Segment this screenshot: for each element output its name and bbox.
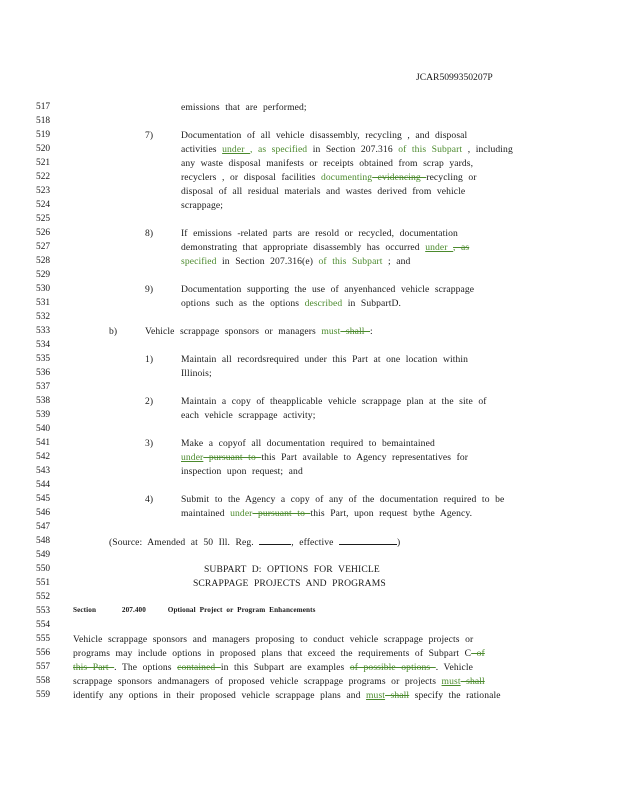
section-label: Section (73, 606, 97, 614)
text-run: : (370, 326, 373, 337)
text-line: disposal of all residual materials and wastes derived from vehicle (181, 186, 466, 197)
inserted-text: of this Subpart (398, 144, 463, 155)
line-number: 521 (36, 158, 51, 168)
text-run: programs may include options in proposed plans that exceed the requirements of Subpart C (73, 648, 472, 659)
deleted-text: , as (453, 242, 470, 253)
document-code: JCAR5099350207P (416, 72, 493, 83)
text-line (145, 326, 373, 337)
deleted-text: of (471, 648, 485, 659)
line-number: 541 (36, 438, 51, 448)
item-number: 7) (145, 130, 154, 141)
line-number: 555 (36, 634, 51, 644)
deleted-text: of possible options (349, 662, 436, 673)
text-line: each vehicle scrappage activity; (181, 410, 316, 421)
deleted-text: evidencing (372, 172, 427, 183)
line-number: 538 (36, 396, 51, 406)
line-number: 559 (36, 690, 51, 700)
line-number: 551 (36, 578, 51, 588)
deleted-text: pursuant to (203, 452, 262, 463)
line-number: 531 (36, 298, 51, 308)
item-number: 3) (145, 438, 154, 449)
item-number: 9) (145, 284, 154, 295)
text-line (73, 690, 501, 701)
source-note (109, 536, 400, 548)
text-run: scrappage sponsors andmanagers of proposed vehicle scrappage programs or projects (73, 676, 442, 687)
line-number: 530 (36, 284, 51, 294)
inserted-text: under (230, 508, 253, 519)
text-run: in Section 207.316 (312, 144, 399, 155)
text-line: Illinois; (181, 368, 212, 379)
text-line (181, 256, 410, 267)
section-number: 207.400 (121, 606, 146, 614)
line-number: 534 (36, 340, 51, 350)
line-number: 522 (36, 172, 51, 182)
inserted-text: of this Subpart (318, 256, 383, 267)
text-run: recyclers , or disposal facilities (181, 172, 321, 183)
text-line: If emissions -related parts are resold or recycled, documentation (181, 228, 458, 239)
line-number: 558 (36, 676, 51, 686)
text-line: Make a copyof all documentation required to bemaintained (181, 438, 435, 449)
text-run: specify the rationale (409, 690, 501, 701)
line-number: 527 (36, 242, 51, 252)
text-run: ) (397, 537, 401, 548)
text-line: Submit to the Agency a copy of any of the documentation required to be (181, 494, 505, 505)
text-line (73, 676, 485, 687)
text-run: , effective (291, 537, 334, 548)
text-line: inspection upon request; and (181, 466, 303, 477)
text-line: Maintain all recordsrequired under this Part at one location within (181, 354, 469, 365)
subpart-heading: SCRAPPAGE PROJECTS AND PROGRAMS (193, 578, 386, 589)
text-run: ; and (382, 256, 411, 267)
inserted-text: must (366, 690, 386, 701)
deleted-text: this Part (73, 662, 115, 673)
line-number: 523 (36, 186, 51, 196)
text-run: in this Subpart are examples (220, 662, 350, 673)
inserted-text: documenting (320, 172, 373, 183)
text-line (181, 242, 469, 253)
text-run: recycling or (426, 172, 477, 183)
text-run: this Part available to Agency representatives for (261, 452, 469, 463)
line-number: 552 (36, 592, 51, 602)
deleted-text: pursuant to (252, 508, 311, 519)
inserted-text: under (425, 242, 454, 253)
line-number: 518 (36, 116, 51, 126)
line-number: 525 (36, 214, 51, 224)
text-run: options such as the options (181, 298, 305, 309)
deleted-text: contained (177, 662, 221, 673)
blank-line (259, 536, 291, 545)
line-number: 546 (36, 508, 51, 518)
text-run: this Part, upon request bythe Agency. (310, 508, 473, 519)
blank-line (339, 536, 397, 545)
text-line (73, 662, 473, 673)
text-run: identify any options in their proposed vehicle scrappage plans and (73, 690, 366, 701)
text-line: emissions that are performed; (181, 102, 307, 113)
line-number: 542 (36, 452, 51, 462)
line-number: 537 (36, 382, 51, 392)
deleted-text: shall (340, 326, 371, 337)
line-number: 528 (36, 256, 51, 266)
text-line (181, 298, 401, 309)
text-line (181, 508, 472, 519)
text-line (73, 648, 485, 659)
line-number: 540 (36, 424, 51, 434)
line-number: 535 (36, 354, 51, 364)
line-number: 539 (36, 410, 51, 420)
text-run: in SubpartD. (342, 298, 401, 309)
line-number: 557 (36, 662, 51, 672)
item-number: 2) (145, 396, 154, 407)
section-title: Optional Project or Program Enhancements (167, 606, 316, 614)
text-line: Documentation supporting the use of anyenhanced vehicle scrappage (181, 284, 475, 295)
line-number: 532 (36, 312, 51, 322)
deleted-text: shall (460, 676, 485, 687)
inserted-text: must (441, 676, 461, 687)
text-run: demonstrating that appropriate disassembly has occurred (181, 242, 426, 253)
text-line (181, 144, 513, 155)
line-number: 547 (36, 522, 51, 532)
line-number: 536 (36, 368, 51, 378)
deleted-text: shall (385, 690, 410, 701)
text-run: (Source: Amended at 50 Ill. Reg. (109, 537, 254, 548)
section-heading (73, 606, 316, 614)
inserted-text: , (249, 144, 258, 155)
line-number: 524 (36, 200, 51, 210)
text-run: maintained (181, 508, 231, 519)
line-number: 529 (36, 270, 51, 280)
text-run: Vehicle scrappage sponsors or managers (145, 326, 322, 337)
line-number: 520 (36, 144, 51, 154)
text-line: Documentation of all vehicle disassembly, recycling , and disposal (181, 130, 468, 141)
inserted-text: under (181, 452, 204, 463)
line-number: 544 (36, 480, 51, 490)
inserted-text: specified (181, 256, 217, 267)
line-number: 545 (36, 494, 51, 504)
line-number: 553 (36, 606, 51, 616)
text-run: . The options (114, 662, 178, 673)
text-run: activities (181, 144, 223, 155)
text-line (181, 452, 468, 463)
text-line: Vehicle scrappage sponsors and managers proposing to conduct vehicle scrappage projects or (73, 634, 474, 645)
line-number: 554 (36, 620, 51, 630)
line-number: 543 (36, 466, 51, 476)
subpart-heading: SUBPART D: OPTIONS FOR VEHICLE (204, 564, 380, 575)
text-line: any waste disposal manifests or receipts obtained from scrap yards, (181, 158, 474, 169)
line-number: 533 (36, 326, 51, 336)
item-number: 1) (145, 354, 154, 365)
line-number: 519 (36, 130, 51, 140)
text-run: , including (462, 144, 513, 155)
line-number: 549 (36, 550, 51, 560)
inserted-text: must (321, 326, 341, 337)
line-number: 550 (36, 564, 51, 574)
inserted-text: described (304, 298, 343, 309)
line-number: 526 (36, 228, 51, 238)
inserted-text: under (222, 144, 250, 155)
text-line: scrappage; (181, 200, 224, 211)
line-number: 556 (36, 648, 51, 658)
item-number: 8) (145, 228, 154, 239)
text-run: in Section 207.316(e) (216, 256, 319, 267)
inserted-text: as specified (257, 144, 308, 155)
line-number: 548 (36, 536, 51, 546)
item-label: b) (109, 326, 118, 337)
text-run: . Vehicle (435, 662, 474, 673)
text-line: Maintain a copy of theapplicable vehicle scrappage plan at the site of (181, 396, 487, 407)
item-number: 4) (145, 494, 154, 505)
text-line (181, 172, 477, 183)
line-number: 517 (36, 102, 51, 112)
